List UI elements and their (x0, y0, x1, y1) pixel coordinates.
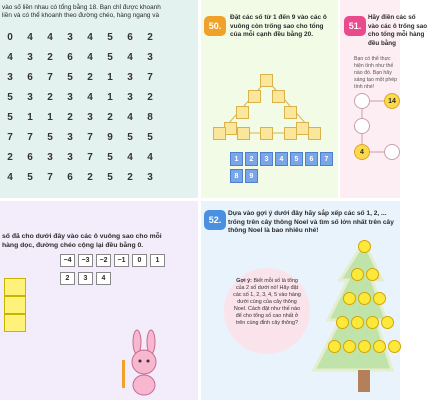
number-grid-panel (0, 0, 200, 200)
puzzle-50-instruction: Đặt các số từ 1 đến 9 vào các ô vuông còn trống sao cho tổng của mỗi cạnh đều bằng 20. (230, 14, 327, 38)
grid-cell[interactable]: 2 (47, 92, 53, 103)
ornament-slot[interactable] (366, 268, 379, 281)
grid-cell[interactable]: 7 (27, 132, 33, 143)
grid-cell[interactable]: 2 (47, 52, 53, 63)
grid-cell[interactable]: 4 (87, 32, 93, 43)
number-tile[interactable]: −4 (60, 254, 75, 267)
answer-square[interactable] (260, 127, 273, 140)
grid-cell[interactable]: 5 (127, 132, 133, 143)
answer-box[interactable] (4, 314, 26, 332)
answer-square[interactable] (237, 127, 250, 140)
diagonal-instruction (2, 232, 198, 250)
grid-cell[interactable]: 4 (7, 172, 13, 183)
circle-empty[interactable] (354, 93, 370, 109)
puzzle-50-panel (200, 0, 340, 200)
answer-square[interactable] (248, 90, 261, 103)
panel-divider (198, 0, 201, 400)
panel-divider (338, 0, 340, 199)
answer-square[interactable] (272, 90, 285, 103)
grid-cell[interactable]: 6 (27, 72, 33, 83)
hint-title: Gợi ý: (236, 278, 252, 284)
grid-cell[interactable]: 7 (87, 152, 93, 163)
grid-row (0, 90, 160, 106)
grid-cell[interactable]: 4 (27, 32, 33, 43)
grid-cell[interactable]: 1 (27, 112, 33, 123)
puzzle-50-number: 50. (204, 16, 226, 36)
grid-cell[interactable]: 5 (27, 172, 33, 183)
grid-cell[interactable]: 5 (7, 92, 13, 103)
number-tile[interactable]: 4 (96, 272, 111, 285)
grid-cell[interactable]: 2 (67, 112, 73, 123)
diagonal-puzzle-panel (0, 200, 200, 400)
ornament-slot[interactable] (358, 292, 371, 305)
number-tile[interactable]: 7 (320, 152, 333, 166)
ornament-slot[interactable] (336, 316, 349, 329)
grid-row (0, 110, 160, 126)
grid-row (0, 130, 160, 146)
number-tile[interactable]: −2 (96, 254, 111, 267)
grid-cell[interactable]: 7 (7, 132, 13, 143)
answer-square[interactable] (260, 74, 273, 87)
grid-row (0, 30, 160, 46)
grid-cell[interactable]: 3 (67, 32, 73, 43)
grid-row (0, 50, 160, 66)
grid-cell[interactable]: 4 (47, 32, 53, 43)
puzzle-51-hint: Bạn có thể thực hiện tính như thế nào đó. Bạn hãy sáng tạo một phép tính nhé! (354, 56, 397, 90)
ornament-slot[interactable] (366, 316, 379, 329)
grid-cell[interactable]: 3 (67, 92, 73, 103)
grid-row (0, 70, 160, 86)
grid-cell[interactable]: 3 (87, 112, 93, 123)
grid-cell[interactable]: 4 (127, 152, 133, 163)
puzzle-51-panel (340, 0, 428, 200)
number-tile[interactable]: 3 (78, 272, 93, 285)
hint-bubble (224, 268, 310, 354)
ornament-slot[interactable] (343, 340, 356, 353)
circle-top-value: 14 (384, 93, 400, 109)
number-tile[interactable]: 6 (305, 152, 318, 166)
grid-cell[interactable]: 4 (127, 112, 133, 123)
answer-box[interactable] (4, 296, 26, 314)
number-tile[interactable]: 1 (230, 152, 243, 166)
grid-cell[interactable]: 3 (127, 92, 133, 103)
grid-row (0, 150, 160, 166)
grid-cell[interactable]: 5 (107, 52, 113, 63)
grid-cell[interactable]: 6 (67, 172, 73, 183)
grid-cell[interactable]: 6 (27, 152, 33, 163)
bunny-mascot (120, 330, 170, 396)
puzzle-52-instruction: Dựa vào gợi ý dưới đây hãy sắp xếp các số 1, 2, ... trống trên cây thông Noel và tìm số lớn nhất trên cây thông Noel là bao nhiêu nhé! (228, 210, 394, 234)
grid-cell[interactable]: 0 (7, 32, 13, 43)
ornament-slot[interactable] (351, 316, 364, 329)
grid-cell[interactable]: 9 (107, 132, 113, 143)
answer-square[interactable] (284, 127, 297, 140)
diagonal-instruction-line1: số đã cho dưới đây vào các ô vuông sao cho mỗi (2, 233, 162, 240)
grid-cell[interactable]: 8 (147, 112, 153, 123)
grid-instruction-line1: vào số liền nhau có tổng bằng 18. Bạn chỉ được khoanh (2, 4, 161, 11)
ornament-slot[interactable] (351, 268, 364, 281)
answer-box[interactable] (4, 278, 26, 296)
answer-square[interactable] (308, 127, 321, 140)
number-tile[interactable]: −3 (78, 254, 93, 267)
ornament-slot[interactable] (358, 240, 371, 253)
grid-cell[interactable]: 5 (47, 132, 53, 143)
grid-cell[interactable]: 3 (7, 72, 13, 83)
circle-empty[interactable] (354, 118, 370, 134)
grid-cell[interactable]: 2 (127, 172, 133, 183)
number-tile[interactable]: 0 (132, 254, 147, 267)
answer-square[interactable] (213, 127, 226, 140)
circle-left-value: 4 (354, 144, 370, 160)
ornament-slot[interactable] (358, 340, 371, 353)
hint-body: Biết mỗi số là tổng của 2 số dưới nó! Hãy đặt các số 1, 2, 3, 4, 5 vào hàng dưới cùng của cây thông Noel. Cách đặt như thế nào để cho tổng số cao nhất ở trên cùng đỉnh cây thông? (233, 278, 301, 326)
grid-cell[interactable]: 2 (107, 112, 113, 123)
grid-cell[interactable]: 3 (27, 52, 33, 63)
grid-cell[interactable]: 7 (47, 72, 53, 83)
circle-empty[interactable] (384, 144, 400, 160)
number-tile[interactable]: 4 (275, 152, 288, 166)
ornament-slot[interactable] (373, 292, 386, 305)
grid-row (0, 170, 160, 186)
grid-cell[interactable]: 1 (107, 72, 113, 83)
grid-cell[interactable]: 5 (107, 152, 113, 163)
grid-cell[interactable]: 2 (87, 72, 93, 83)
ornament-slot[interactable] (343, 292, 356, 305)
grid-cell[interactable]: 5 (7, 112, 13, 123)
puzzle-52-panel (200, 200, 400, 400)
ornament-slot[interactable] (381, 316, 394, 329)
grid-cell[interactable]: 2 (7, 152, 13, 163)
grid-cell[interactable]: 3 (147, 172, 153, 183)
grid-cell[interactable]: 4 (87, 92, 93, 103)
ornament-slot[interactable] (388, 340, 401, 353)
number-tile[interactable]: 8 (230, 169, 243, 183)
grid-cell[interactable]: 7 (47, 172, 53, 183)
grid-cell[interactable]: 3 (127, 72, 133, 83)
grid-cell[interactable]: 6 (127, 32, 133, 43)
grid-cell[interactable]: 6 (67, 52, 73, 63)
grid-cell[interactable]: 3 (27, 92, 33, 103)
number-tile[interactable]: 5 (290, 152, 303, 166)
grid-cell[interactable]: 7 (147, 72, 153, 83)
grid-cell[interactable]: 3 (147, 52, 153, 63)
grid-cell[interactable]: 3 (67, 152, 73, 163)
puzzle-51-instruction: Hãy điền các số vào các ô trống sao cho tổng mỗi hàng đều bằng (368, 14, 428, 47)
grid-cell[interactable]: 1 (47, 112, 53, 123)
grid-cell[interactable]: 4 (127, 52, 133, 63)
number-tile[interactable]: 2 (60, 272, 75, 285)
grid-cell[interactable]: 5 (67, 72, 73, 83)
grid-cell[interactable]: 5 (107, 172, 113, 183)
grid-cell[interactable]: 7 (87, 132, 93, 143)
grid-cell[interactable]: 4 (87, 52, 93, 63)
grid-cell[interactable]: 2 (87, 172, 93, 183)
grid-instruction-line2: liền và có thể khoanh theo đường chéo, hàng ngang và (2, 12, 159, 19)
grid-cell[interactable]: 2 (147, 32, 153, 43)
grid-cell[interactable]: 3 (47, 152, 53, 163)
number-tile[interactable]: −1 (114, 254, 129, 267)
grid-cell[interactable]: 2 (147, 92, 153, 103)
grid-cell[interactable]: 4 (7, 52, 13, 63)
grid-cell[interactable]: 5 (147, 132, 153, 143)
ornament-slot[interactable] (373, 340, 386, 353)
number-tile[interactable]: 2 (245, 152, 258, 166)
ornament-slot[interactable] (328, 340, 341, 353)
grid-cell[interactable]: 5 (107, 32, 113, 43)
puzzle-52-number: 52. (204, 210, 226, 230)
answer-square[interactable] (284, 106, 297, 119)
diagonal-instruction-line2: hàng dọc, đường chéo cộng lại đều bằng 0. (2, 242, 144, 249)
grid-cell[interactable]: 1 (107, 92, 113, 103)
number-tile[interactable]: 9 (245, 169, 258, 183)
number-tile[interactable]: 3 (260, 152, 273, 166)
grid-cell[interactable]: 3 (67, 132, 73, 143)
number-tile[interactable]: 1 (150, 254, 165, 267)
grid-instruction (2, 4, 198, 20)
triangle-lines (200, 0, 340, 200)
answer-square[interactable] (236, 106, 249, 119)
grid-cell[interactable]: 4 (147, 152, 153, 163)
puzzle-51-number: 51. (344, 16, 366, 36)
